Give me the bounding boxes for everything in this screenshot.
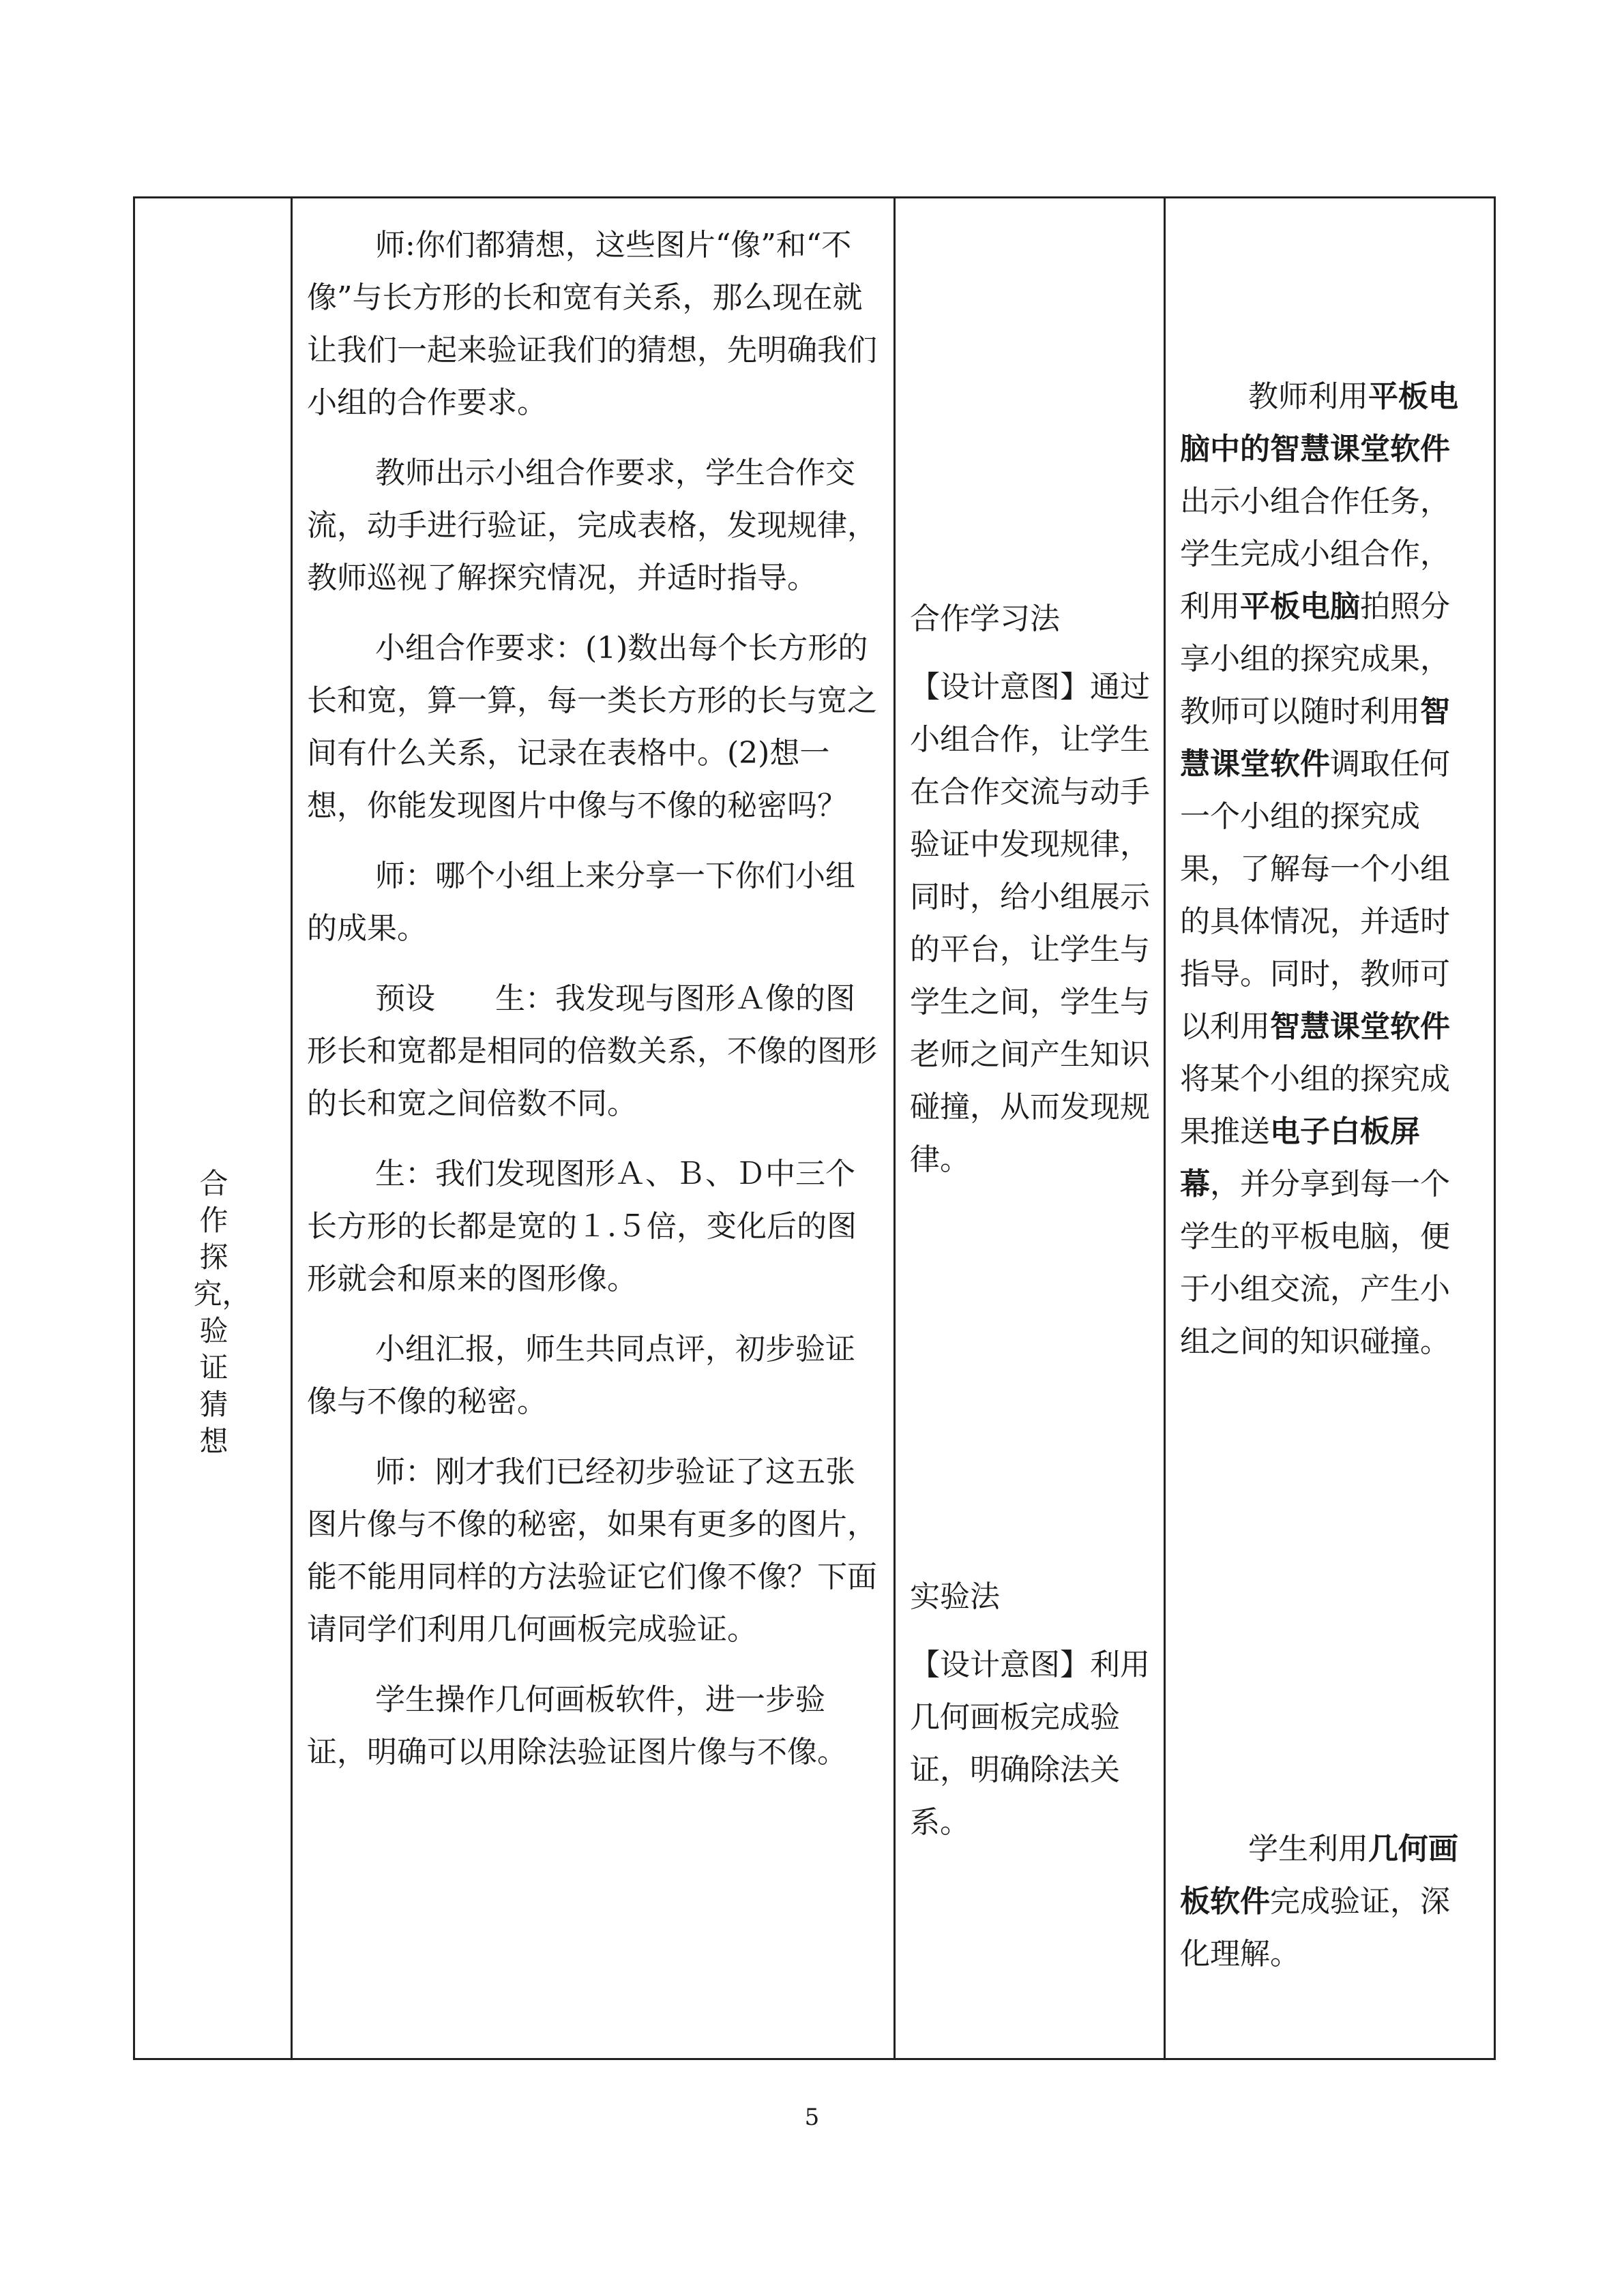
process-paragraph: 师：哪个小组上来分享一下你们小组的成果。 <box>307 859 855 946</box>
method-title: 实验法 <box>910 1579 1000 1614</box>
process-paragraph: 师:你们都猜想，这些图片“像”和“不像”与长方形的长和宽有关系，那么现在就让我们一起来验证我们的猜想，先明确我们小组的合作要求。 <box>307 228 877 420</box>
tech-text: 教师利用 <box>1248 379 1368 414</box>
process-paragraph: 学生操作几何画板软件，进一步验证，明确可以用除法验证图片像与不像。 <box>307 1682 847 1770</box>
column-divider <box>291 198 293 2058</box>
tech-text: 完成验证，深化理解。 <box>1180 1884 1450 1971</box>
tech-emphasis: 几何画板软件 <box>1180 1832 1458 1919</box>
column-divider <box>894 198 896 2058</box>
stage-label: 合作探究，验证猜想 <box>193 1167 251 1458</box>
process-paragraph: 师：刚才我们已经初步验证了这五张图片像与不像的秘密，如果有更多的图片，能不能用同样的方法验证它们像不像？下面请同学们利用几何画板完成验证。 <box>307 1455 877 1647</box>
tech-emphasis: 平板电脑 <box>1240 589 1360 624</box>
process-cell <box>293 198 894 2058</box>
method-intent: 【设计意图】利用几何画板完成验证，明确除法关系。 <box>910 1648 1150 1840</box>
technology-cell <box>1166 198 1494 2058</box>
column-divider <box>1164 198 1166 2058</box>
tech-text: 学生利用 <box>1248 1832 1368 1866</box>
page-number: 5 <box>804 2104 820 2131</box>
tech-text: 将某个小组的探究成果推送 <box>1180 1062 1450 1149</box>
technology-paragraph <box>1180 370 1477 1368</box>
tech-text: 出示小组合作任务，学生完成小组合作，利用 <box>1180 484 1450 624</box>
process-paragraph: 教师出示小组合作要求，学生合作交流，动手进行验证，完成表格，发现规律，教师巡视了解探究情况，并适时指导。 <box>307 456 877 595</box>
tech-text: 调取任何一个小组的探究成果，了解每一个小组的具体情况，并适时指导。同时，教师可以利用 <box>1180 747 1450 1044</box>
stage-cell <box>137 198 291 2058</box>
method-cell <box>896 198 1164 2058</box>
tech-text: 拍照分享小组的探究成果，教师可以随时利用 <box>1180 589 1450 729</box>
process-paragraph: 预设 生：我发现与图形Ａ像的图形长和宽都是相同的倍数关系，不像的图形的长和宽之间倍数不同。 <box>307 981 877 1121</box>
tech-emphasis: 电子白板屏幕 <box>1180 1114 1420 1202</box>
process-paragraph: 小组合作要求：(1)数出每个长方形的长和宽，算一算，每一类长方形的长与宽之间有什么关系，记录在表格中。(2)想一想，你能发现图片中像与不像的秘密吗？ <box>307 631 877 823</box>
tech-emphasis: 智慧课堂软件 <box>1270 1009 1450 1044</box>
lesson-table <box>133 196 1496 2060</box>
tech-text: ，并分享到每一个学生的平板电脑，便于小组交流，产生小组之间的知识碰撞。 <box>1180 1167 1450 1359</box>
technology-paragraph <box>1180 1823 1477 1980</box>
tech-emphasis: 平板电脑中的智慧课堂软件 <box>1180 379 1458 466</box>
method-title: 合作学习法 <box>910 601 1060 636</box>
tech-emphasis: 智慧课堂软件 <box>1180 694 1450 781</box>
process-paragraph: 生：我们发现图形Ａ、Ｂ、Ｄ中三个长方形的长都是宽的１.５倍，变化后的图形就会和原来的图形像。 <box>307 1157 857 1296</box>
process-paragraph: 小组汇报，师生共同点评，初步验证像与不像的秘密。 <box>307 1332 855 1419</box>
method-intent: 【设计意图】通过小组合作，让学生在合作交流与动手验证中发现规律，同时，给小组展示的平台，让学生与学生之间，学生与老师之间产生知识碰撞，从而发现规律。 <box>910 670 1150 1177</box>
